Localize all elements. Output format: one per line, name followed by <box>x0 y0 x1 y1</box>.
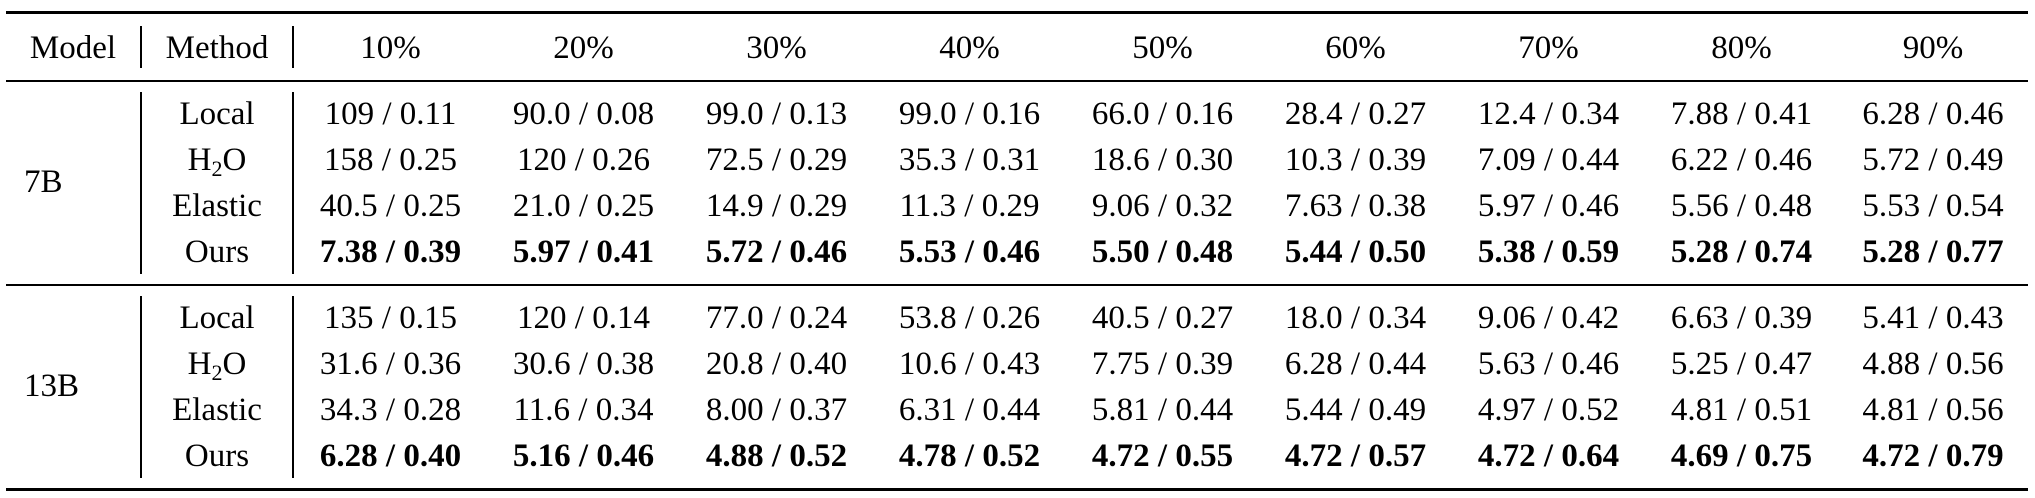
table-cell: 7.88 / 0.41 <box>1670 96 1813 132</box>
table-cell: 53.8 / 0.26 <box>898 300 1041 336</box>
table-cell: 5.97 / 0.41 <box>512 234 655 270</box>
table-cell: 7.63 / 0.38 <box>1284 188 1427 224</box>
method-label-main: H <box>187 142 212 178</box>
header-col-90: 90% <box>1902 30 1964 66</box>
table-cell: 5.72 / 0.46 <box>705 234 848 270</box>
table-cell: 8.00 / 0.37 <box>705 392 848 428</box>
table-cell: 12.4 / 0.34 <box>1477 96 1620 132</box>
table-cell: 5.53 / 0.46 <box>898 234 1041 270</box>
header-col-30: 30% <box>746 30 807 66</box>
header-col-20: 20% <box>553 30 614 66</box>
top-rule <box>6 11 2028 14</box>
header-col-70: 70% <box>1518 30 1579 66</box>
table-cell: 6.28 / 0.44 <box>1284 346 1427 382</box>
table-cell: 11.6 / 0.34 <box>513 392 654 428</box>
header-col-40: 40% <box>939 30 1000 66</box>
table-cell: 99.0 / 0.13 <box>705 96 848 132</box>
table-cell: 4.88 / 0.52 <box>705 438 848 474</box>
header-col-10: 10% <box>360 30 421 66</box>
table-cell: 72.5 / 0.29 <box>705 142 848 178</box>
table-cell: 10.3 / 0.39 <box>1284 142 1427 178</box>
table-cell: 5.81 / 0.44 <box>1091 392 1234 428</box>
table-cell: 99.0 / 0.16 <box>898 96 1041 132</box>
header-col-60: 60% <box>1325 30 1386 66</box>
bottom-rule <box>6 488 2028 491</box>
header-col-50: 50% <box>1132 30 1193 66</box>
header-col-80: 80% <box>1711 30 1772 66</box>
table-cell: 5.41 / 0.43 <box>1862 300 2004 336</box>
table-cell: 4.72 / 0.64 <box>1477 438 1620 474</box>
method-label-main: H <box>187 346 212 382</box>
header-method: Method <box>165 30 269 66</box>
model-label-13b: 13B <box>24 368 80 404</box>
table-cell: 4.88 / 0.56 <box>1862 346 2004 382</box>
table-cell: 10.6 / 0.43 <box>898 346 1041 382</box>
table-cell: 28.4 / 0.27 <box>1284 96 1427 132</box>
table-cell: 6.63 / 0.39 <box>1670 300 1813 336</box>
table-cell: 4.81 / 0.51 <box>1670 392 1813 428</box>
table-cell: 5.28 / 0.77 <box>1862 234 2004 270</box>
table-cell: 5.97 / 0.46 <box>1477 188 1620 224</box>
method-label-rest: O <box>222 142 247 178</box>
table-cell: 40.5 / 0.27 <box>1091 300 1234 336</box>
method-label-subscript: 2 <box>211 156 223 181</box>
method-label: Ours <box>184 234 250 270</box>
method-label: Elastic <box>172 188 262 224</box>
table-cell: 4.69 / 0.75 <box>1670 438 1813 474</box>
table-cell: 9.06 / 0.32 <box>1091 188 1234 224</box>
method-label: Local <box>179 300 255 336</box>
table-cell: 4.72 / 0.79 <box>1862 438 2004 474</box>
table-cell: 9.06 / 0.42 <box>1477 300 1620 336</box>
table-cell: 5.38 / 0.59 <box>1477 234 1620 270</box>
method-label-rest: O <box>222 346 247 382</box>
table-cell: 6.22 / 0.46 <box>1670 142 1813 178</box>
table-cell: 109 / 0.11 <box>324 96 457 132</box>
header-rule <box>6 80 2028 82</box>
table-cell: 7.38 / 0.39 <box>319 234 462 270</box>
table-cell: 34.3 / 0.28 <box>319 392 462 428</box>
table-cell: 18.6 / 0.30 <box>1091 142 1234 178</box>
table-cell: 4.72 / 0.57 <box>1284 438 1427 474</box>
method-label-subscript: 2 <box>211 360 223 385</box>
table-cell: 4.81 / 0.56 <box>1862 392 2004 428</box>
table-cell: 4.78 / 0.52 <box>898 438 1041 474</box>
table-cell: 31.6 / 0.36 <box>319 346 462 382</box>
method-label: Local <box>179 96 255 132</box>
table-cell: 5.53 / 0.54 <box>1862 188 2004 224</box>
table-cell: 7.75 / 0.39 <box>1091 346 1234 382</box>
table-cell: 66.0 / 0.16 <box>1091 96 1234 132</box>
method-label: Ours <box>184 438 250 474</box>
table-cell: 6.28 / 0.46 <box>1862 96 2004 132</box>
table-cell: 120 / 0.26 <box>517 142 650 178</box>
table-cell: 20.8 / 0.40 <box>705 346 848 382</box>
table-cell: 18.0 / 0.34 <box>1284 300 1427 336</box>
table-cell: 11.3 / 0.29 <box>899 188 1040 224</box>
table-cell: 5.44 / 0.50 <box>1284 234 1427 270</box>
method-label <box>142 342 292 386</box>
table-cell: 5.63 / 0.46 <box>1477 346 1620 382</box>
table-cell: 5.16 / 0.46 <box>512 438 655 474</box>
table-cell: 6.28 / 0.40 <box>319 438 462 474</box>
table-cell: 7.09 / 0.44 <box>1477 142 1620 178</box>
table-cell: 35.3 / 0.31 <box>898 142 1041 178</box>
results-table <box>6 0 2028 498</box>
table-cell: 14.9 / 0.29 <box>705 188 848 224</box>
table-cell: 21.0 / 0.25 <box>512 188 655 224</box>
table-cell: 40.5 / 0.25 <box>319 188 462 224</box>
table-cell: 90.0 / 0.08 <box>512 96 655 132</box>
table-cell: 5.44 / 0.49 <box>1284 392 1427 428</box>
table-cell: 77.0 / 0.24 <box>705 300 848 336</box>
table-cell: 158 / 0.25 <box>324 142 457 178</box>
header-model: Model <box>29 30 117 66</box>
table-cell: 135 / 0.15 <box>324 300 457 336</box>
method-label: Elastic <box>172 392 262 428</box>
table-cell: 4.72 / 0.55 <box>1091 438 1234 474</box>
table-cell: 4.97 / 0.52 <box>1477 392 1620 428</box>
table-cell: 5.25 / 0.47 <box>1670 346 1813 382</box>
table-cell: 30.6 / 0.38 <box>512 346 655 382</box>
method-label <box>142 138 292 182</box>
table-cell: 5.28 / 0.74 <box>1670 234 1813 270</box>
table-cell: 5.50 / 0.48 <box>1091 234 1234 270</box>
model-label-7b: 7B <box>24 164 63 200</box>
table-cell: 120 / 0.14 <box>517 300 650 336</box>
table-cell: 5.56 / 0.48 <box>1670 188 1813 224</box>
table-cell: 5.72 / 0.49 <box>1862 142 2004 178</box>
table-cell: 6.31 / 0.44 <box>898 392 1041 428</box>
group-separator-rule <box>6 284 2028 286</box>
